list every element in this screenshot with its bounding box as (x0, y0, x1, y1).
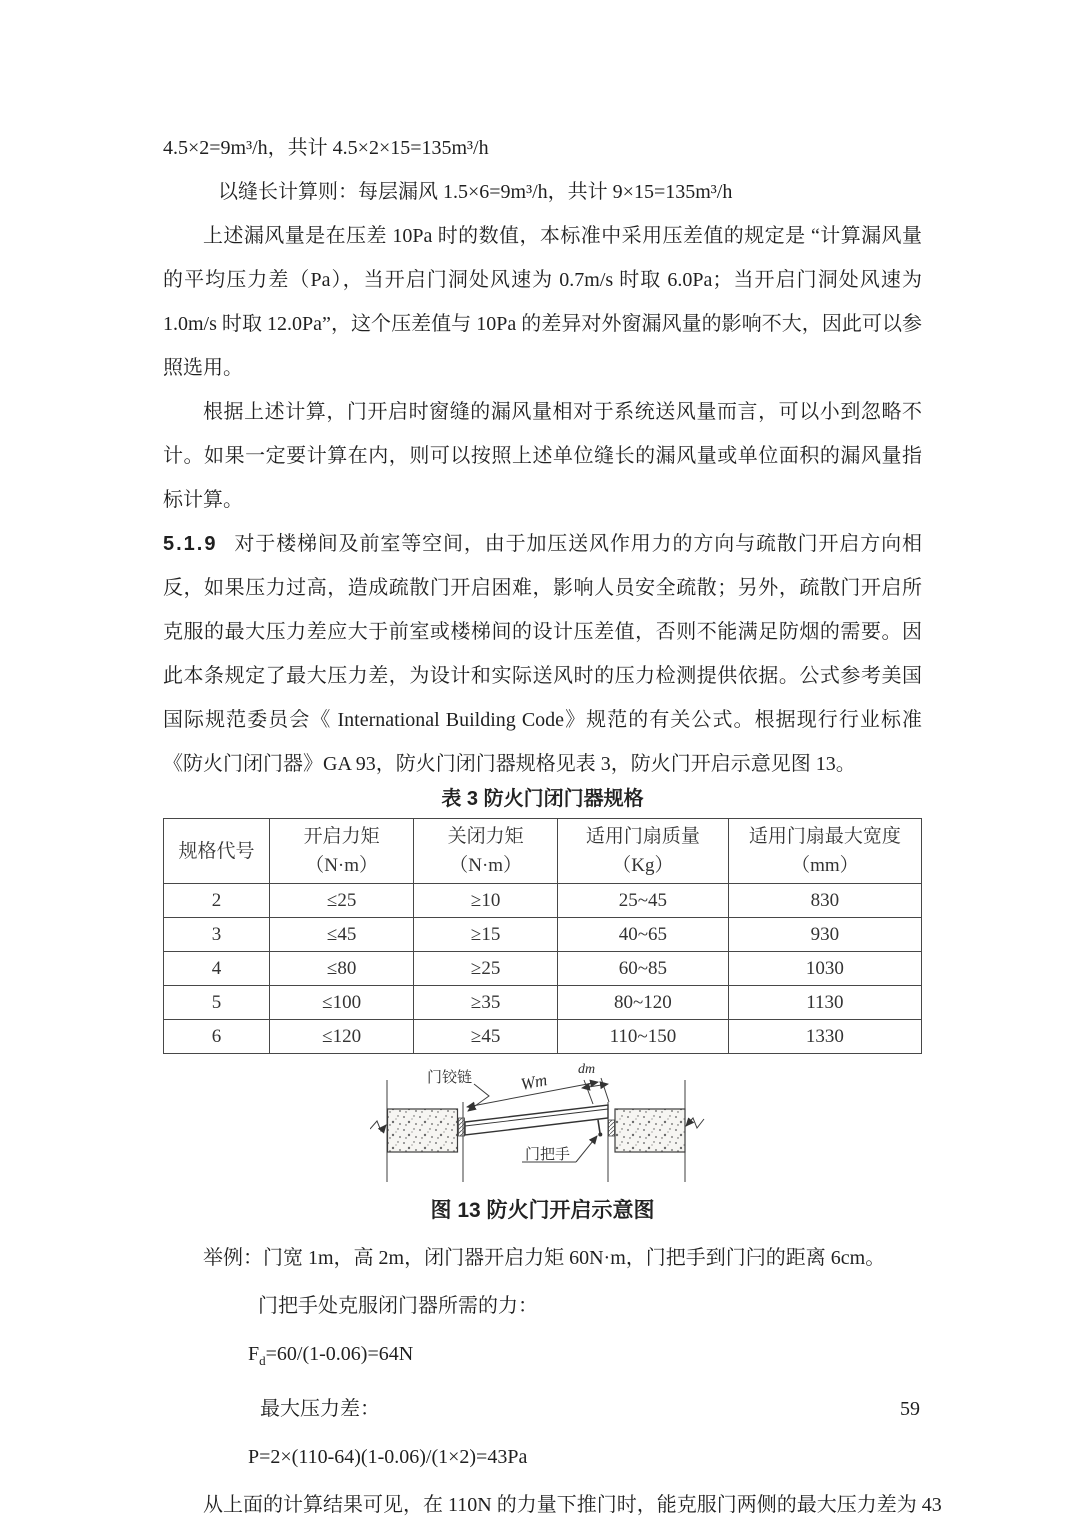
table-cell: ≥15 (414, 918, 558, 952)
hinge-jamb-block (459, 1118, 465, 1136)
paragraph-calc: 根据上述计算，门开启时窗缝的漏风量相对于系统送风量而言，可以小到忽略不计。如果一定要计算在内，则可以按照上述单位缝长的漏风量或单位面积的漏风量指标计算。 (163, 401, 922, 511)
handle-distance-label: dm (578, 1062, 596, 1077)
pressure-formula: P=2×(110-64)(1-0.06)/(1×2)=43Pa (248, 1446, 528, 1468)
table-cell: 1130 (728, 986, 921, 1020)
wall-break-left (370, 1121, 386, 1131)
table-cell: 3 (164, 918, 270, 952)
table-cell: 5 (164, 986, 270, 1020)
clause-text: 对于楼梯间及前室等空间，由于加压送风作用力的方向与疏散门开启方向相反，如果压力过高，造成疏散门开启困难，影响人员安全疏散；另外，疏散门开启所克服的最大压力差应大于前室或楼梯间的设计压差值，否则不能满足防烟的需要。因此本条规定了最大压力差，为设计和实际送风时的压力检测提供依据。公式参考美国国际规范委员会《 International Building Code》规范的有关公式。根据现行行业标准《防火门闭门器》GA 93，防火门闭门器规格见表 3，防火门开启示意见图 13。 (163, 533, 922, 775)
table-row (164, 884, 922, 918)
formula-subscript: d (259, 1353, 266, 1368)
paragraph-pressure: 上述漏风量是在压差 10Pa 时的数值，本标准中采用压差值的规定是 “计算漏风量的平均压力差（Pa），当开启门洞处风速为 0.7m/s 时取 6.0Pa；当开启门洞处风速为 1.0m/s 时取 12.0Pa”，这个压差值与 10Pa 的差异对外窗漏风量的影响不大，因此可以参照选用。 (163, 225, 922, 379)
force-formula: $F_d=60/(1-0.06)=64N$ (248, 1343, 414, 1368)
right-wall (615, 1109, 685, 1152)
calc-line-1: 4.5×2=9m³/h，共计 4.5×2×15=135m³/h (163, 137, 489, 159)
max-pressure-label: 最大压力差： (260, 1398, 380, 1420)
table-cell: 1030 (728, 952, 921, 986)
force-intro-line: 门把手处克服闭门器所需的力： (258, 1295, 538, 1317)
table-cell: ≥45 (414, 1020, 558, 1054)
door-width-label: Wm (519, 1070, 549, 1094)
header-cell: 关闭力矩 （N·m） (414, 819, 558, 884)
table-cell: 6 (164, 1020, 270, 1054)
handle-label: 门把手 (525, 1147, 571, 1163)
header-cell: 规格代号 (164, 819, 270, 884)
header-cell: 开启力矩 （N·m） (270, 819, 414, 884)
table-header-row (164, 819, 922, 884)
closer-spec-table (163, 818, 922, 1054)
hinge-label: 门铰链 (427, 1070, 473, 1086)
fire-door-diagram (163, 1062, 922, 1194)
wall-break-right (686, 1118, 704, 1128)
example-calc-block (163, 1234, 942, 1527)
table-cell: 110~150 (558, 1020, 729, 1054)
body-text-block (163, 126, 922, 786)
clause-number: 5.1.9 (163, 533, 218, 555)
table-cell: 1330 (728, 1020, 921, 1054)
table-cell: 25~45 (558, 884, 729, 918)
table-row (164, 986, 922, 1020)
table-cell: ≥25 (414, 952, 558, 986)
door-opening-schematic (370, 1062, 715, 1194)
table-cell: 2 (164, 884, 270, 918)
table-title: 表 3 防火门闭门器规格 (441, 788, 644, 810)
table-cell: ≤45 (270, 918, 414, 952)
calc-line-2: 以缝长计算则：每层漏风 1.5×6=9m³/h，共计 9×15=135m³/h (218, 181, 733, 203)
latch-jamb-block (609, 1120, 615, 1136)
table-cell: 930 (728, 918, 921, 952)
table-cell: ≤25 (270, 884, 414, 918)
header-cell: 适用门扇最大宽度 （mm） (728, 819, 921, 884)
example-line: 举例：门宽 1m，高 2m，闭门器开启力矩 60N·m，门把手到门闩的距离 6cm。 (203, 1247, 886, 1269)
handle-leader-line (576, 1136, 597, 1162)
table-cell: ≥35 (414, 986, 558, 1020)
table-cell: ≥10 (414, 884, 558, 918)
table-cell: 830 (728, 884, 921, 918)
page-number: 59 (900, 1398, 920, 1420)
closing-line: 从上面的计算结果可见，在 110N 的力量下推门时，能克服门两侧的最大压力差为 43 (203, 1494, 942, 1516)
table-cell: ≤80 (270, 952, 414, 986)
table-cell: 80~120 (558, 986, 729, 1020)
door-leaf (465, 1105, 608, 1135)
table-cell: 4 (164, 952, 270, 986)
hinge-leader-line (468, 1084, 489, 1111)
table-cell: ≤120 (270, 1020, 414, 1054)
table-cell: ≤100 (270, 986, 414, 1020)
left-wall (388, 1109, 458, 1152)
table-cell: 40~65 (558, 918, 729, 952)
table-row (164, 918, 922, 952)
door-handle (598, 1120, 600, 1133)
table-row (164, 1020, 922, 1054)
paragraph-clause-519 (163, 522, 922, 786)
table-cell: 60~85 (558, 952, 729, 986)
figure-caption: 图 13 防火门开启示意图 (430, 1199, 655, 1222)
header-cell: 适用门扇质量 （Kg） (558, 819, 729, 884)
table-row (164, 952, 922, 986)
